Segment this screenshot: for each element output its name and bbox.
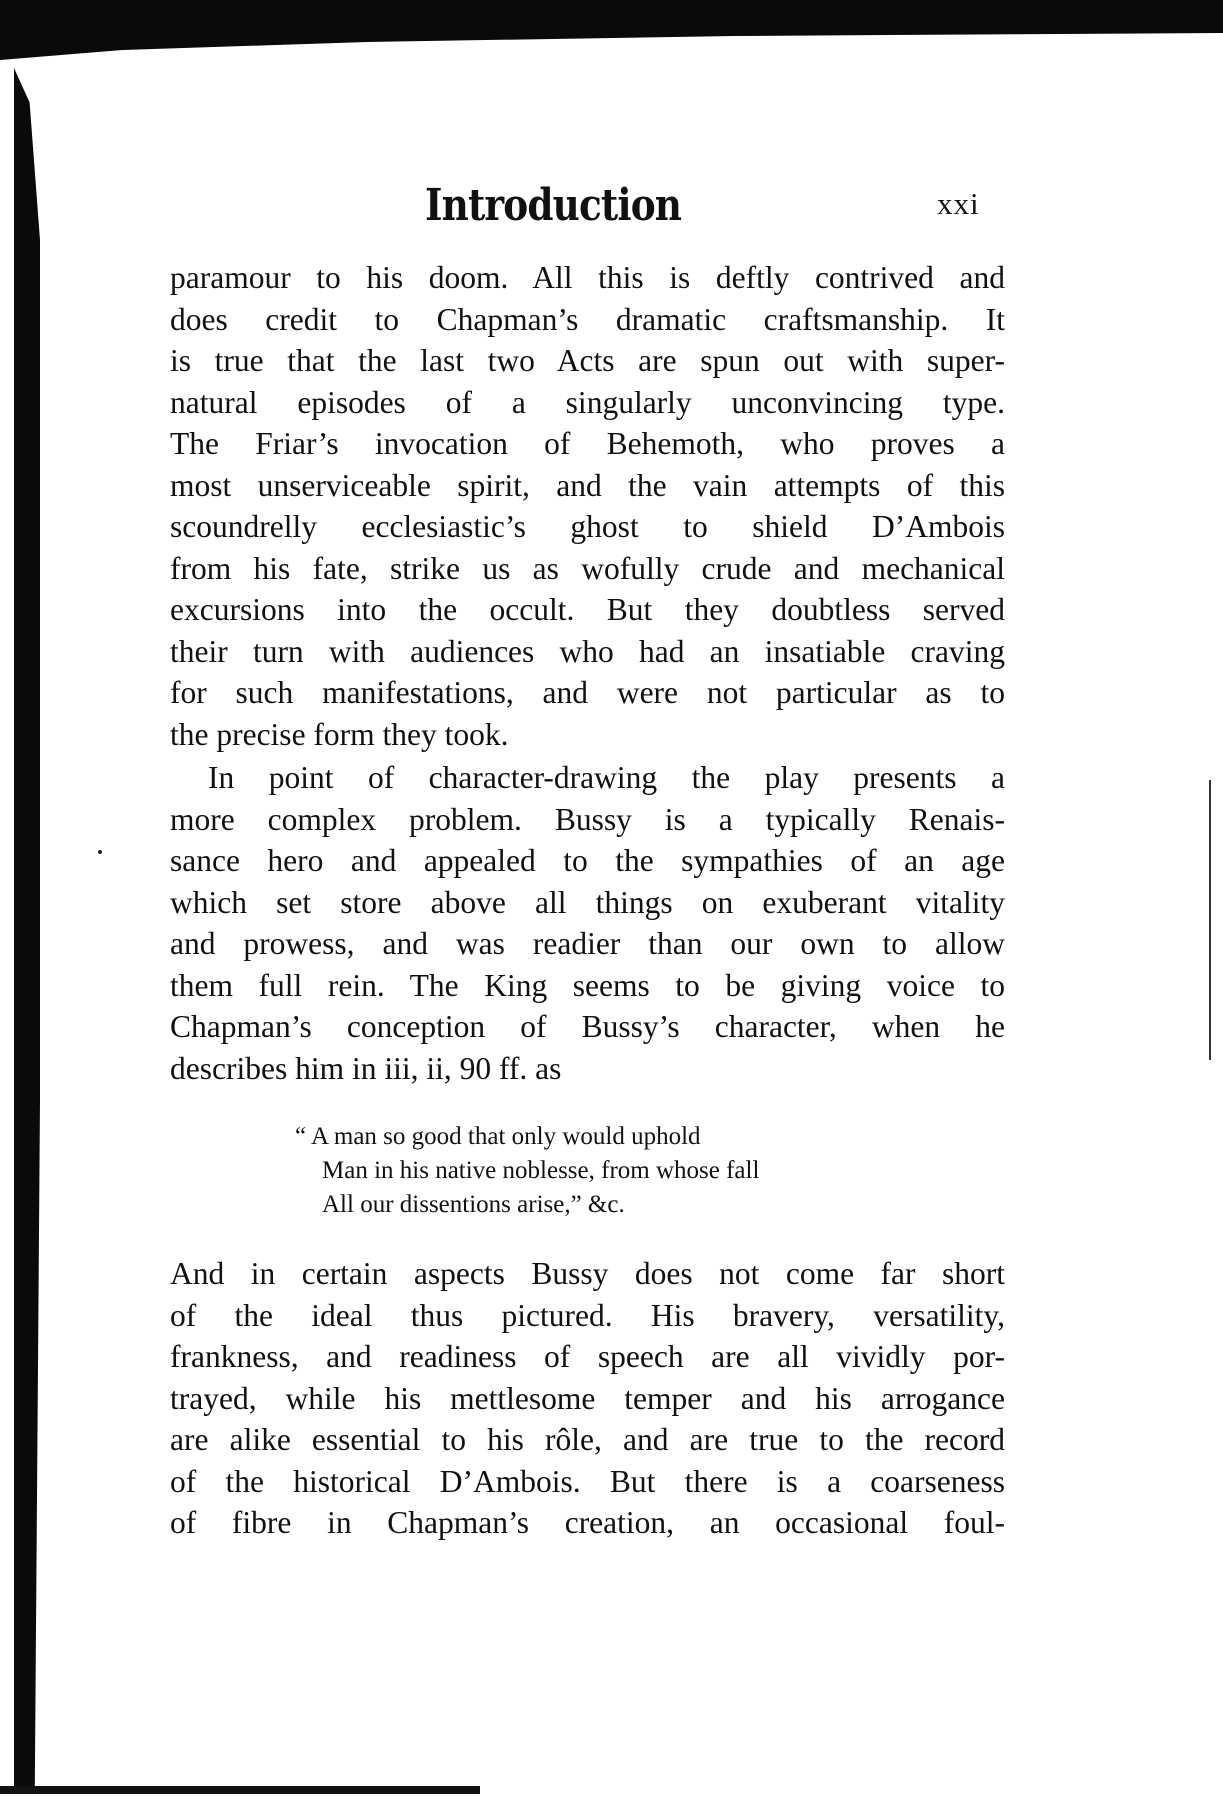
- text-line: of the historical D’Ambois. But there is a coarseness: [170, 1463, 1005, 1499]
- page-number: xxi: [937, 186, 980, 221]
- text-line: of the ideal thus pictured. His bravery, versatility,: [170, 1297, 1005, 1333]
- text-line: scoundrelly ecclesiastic’s ghost to shield D’Ambois: [170, 509, 1005, 544]
- verse-line: All our dissentions arise,” &c.: [322, 1191, 625, 1218]
- verse-quotation: [295, 1120, 759, 1222]
- paragraph-1: [170, 257, 1005, 755]
- scan-edge-top: [0, 0, 1223, 70]
- text-line: the precise form they took.: [170, 716, 509, 752]
- text-line: of fibre in Chapman’s creation, an occasional foul-: [170, 1505, 1005, 1540]
- text-line: them full rein. The King seems to be giving voice to: [170, 967, 1005, 1003]
- paragraph-2: [170, 757, 1005, 1089]
- text-line: from his fate, strike us as wofully crude and mechanical: [170, 550, 1005, 586]
- text-line: and prowess, and was readier than our own to allow: [170, 926, 1005, 961]
- text-line: sance hero and appealed to the sympathies of an age: [170, 843, 1005, 878]
- text-line: natural episodes of a singularly unconvincing type.: [170, 384, 1005, 420]
- verse-line: Man in his native noblesse, from whose fall: [322, 1157, 760, 1184]
- verse-line: “ A man so good that only would uphold: [295, 1123, 701, 1150]
- scan-mark-right: [1209, 780, 1211, 1060]
- text-line: most unserviceable spirit, and the vain attempts of this: [170, 467, 1005, 503]
- running-header: [0, 180, 1223, 230]
- text-line: describes him in iii, ii, 90 ff. as: [170, 1050, 562, 1086]
- text-line: excursions into the occult. But they doubtless served: [170, 592, 1005, 627]
- scan-edge-bottom: [0, 1786, 480, 1794]
- text-line: The Friar’s invocation of Behemoth, who proves a: [170, 426, 1005, 461]
- paragraph-3: [170, 1253, 1005, 1544]
- text-line: does credit to Chapman’s dramatic craftsmanship. It: [170, 301, 1005, 337]
- scan-speck: [98, 850, 102, 854]
- text-line: Chapman’s conception of Bussy’s character, when he: [170, 1009, 1005, 1044]
- text-line: more complex problem. Bussy is a typically Renais-: [170, 801, 1005, 837]
- text-line: for such manifestations, and were not particular as to: [170, 675, 1005, 710]
- text-line: which set store above all things on exuberant vitality: [170, 884, 1005, 920]
- text-line: In point of character-drawing the play presents a: [208, 760, 1005, 795]
- text-line: paramour to his doom. All this is deftly contrived and: [170, 260, 1005, 295]
- text-line: their turn with audiences who had an insatiable craving: [170, 633, 1005, 669]
- text-line: And in certain aspects Bussy does not come far short: [170, 1256, 1005, 1291]
- text-line: is true that the last two Acts are spun out with super-: [170, 343, 1005, 378]
- text-line: frankness, and readiness of speech are all vividly por-: [170, 1339, 1005, 1374]
- scan-edge-left: [14, 68, 40, 1788]
- text-line: are alike essential to his rôle, and are true to the record: [170, 1422, 1005, 1457]
- text-line: trayed, while his mettlesome temper and his arrogance: [170, 1380, 1005, 1416]
- running-title: Introduction: [425, 180, 682, 231]
